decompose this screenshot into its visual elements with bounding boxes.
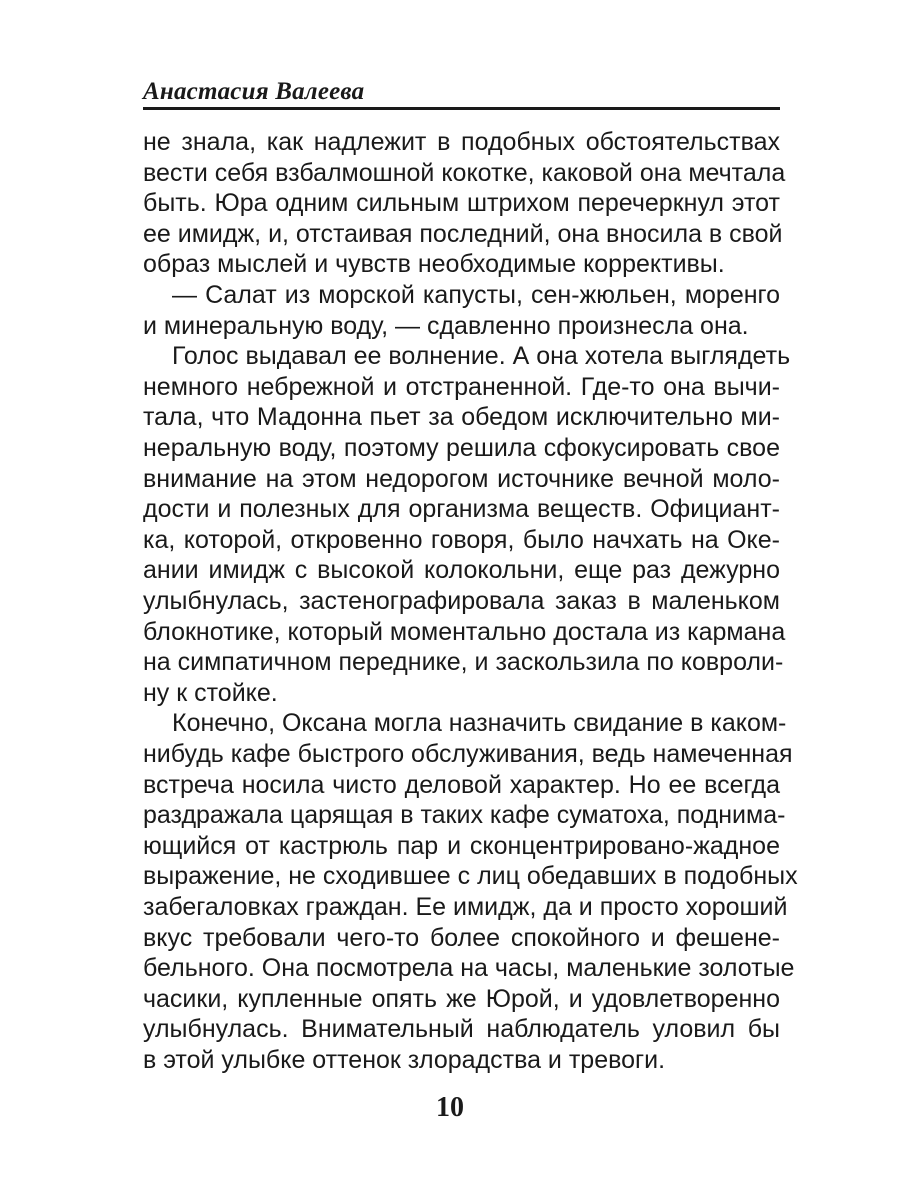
text-line: Конечно, Оксана могла назначить свидание в каком- [172, 709, 787, 738]
text-line: выражение, не сходившее с лиц обедавших в подобных [143, 862, 798, 891]
text-line: внимание на этом недорогом источнике вечной моло- [143, 464, 780, 493]
text-line: часики, купленные опять же Юрой, и удовлетворенно [143, 984, 780, 1013]
text-line: улыбнулась, застенографировала заказ в маленьком [143, 587, 780, 615]
text-line: забегаловках граждан. Ее имидж, да и просто хороший [143, 893, 788, 921]
text-line: нибудь кафе быстрого обслуживания, ведь намеченная [143, 740, 793, 768]
text-line: дости и полезных для организма веществ. Официант- [143, 495, 780, 524]
text-line: образ мыслей и чувств необходимые коррективы. [143, 250, 725, 279]
text-line: встреча носила чисто деловой характер. Но ее всегда [143, 770, 780, 799]
text-line: раздражала царящая в таких кафе суматоха, поднима- [143, 801, 786, 830]
text-line: блокнотике, который моментально достала из кармана [143, 617, 786, 646]
text-line: быть. Юра одним сильным штрихом перечеркнул этот [143, 189, 780, 218]
text-line: не знала, как надлежит в подобных обстоятельствах [143, 128, 780, 156]
running-header-author: Анастасия Валеева [143, 78, 365, 105]
text-line: на симпатичном переднике, и заскользила по ковроли- [143, 648, 784, 677]
text-line: неральную воду, поэтому решила сфокусировать свое [143, 434, 780, 462]
text-line: немного небрежной и отстраненной. Где-то она вычи- [143, 372, 780, 401]
header-rule [143, 107, 780, 110]
text-line: вести себя взбалмошной кокотке, каковой она мечтала [143, 158, 786, 187]
text-line: ну к стойке. [143, 678, 278, 707]
text-line: ющийся от кастрюль пар и сконцентрировано-жадное [143, 831, 780, 860]
text-line: ании имидж с высокой колокольни, еще раз дежурно [143, 556, 780, 585]
text-line: Голос выдавал ее волнение. А она хотела выглядеть [172, 342, 791, 371]
text-line: ка, которой, откровенно говоря, было начхать на Оке- [143, 525, 780, 554]
text-line: бельного. Она посмотрела на часы, маленькие золотые [143, 954, 795, 983]
text-line: в этой улыбке оттенок злорадства и тревоги. [143, 1046, 666, 1074]
text-line: и минеральную воду, — сдавленно произнесла она. [143, 311, 749, 340]
text-line: — Салат из морской капусты, сен-жюльен, моренго [172, 281, 780, 309]
text-line: вкус требовали чего-то более спокойного и фешене- [143, 923, 780, 952]
text-line: улыбнулась. Внимательный наблюдатель уловил бы [143, 1015, 780, 1044]
text-line: тала, что Мадонна пьет за обедом исключительно ми- [143, 403, 780, 432]
page-number: 10 [436, 1092, 464, 1123]
text-line: ее имидж, и, отстаивая последний, она вносила в свой [143, 219, 783, 248]
